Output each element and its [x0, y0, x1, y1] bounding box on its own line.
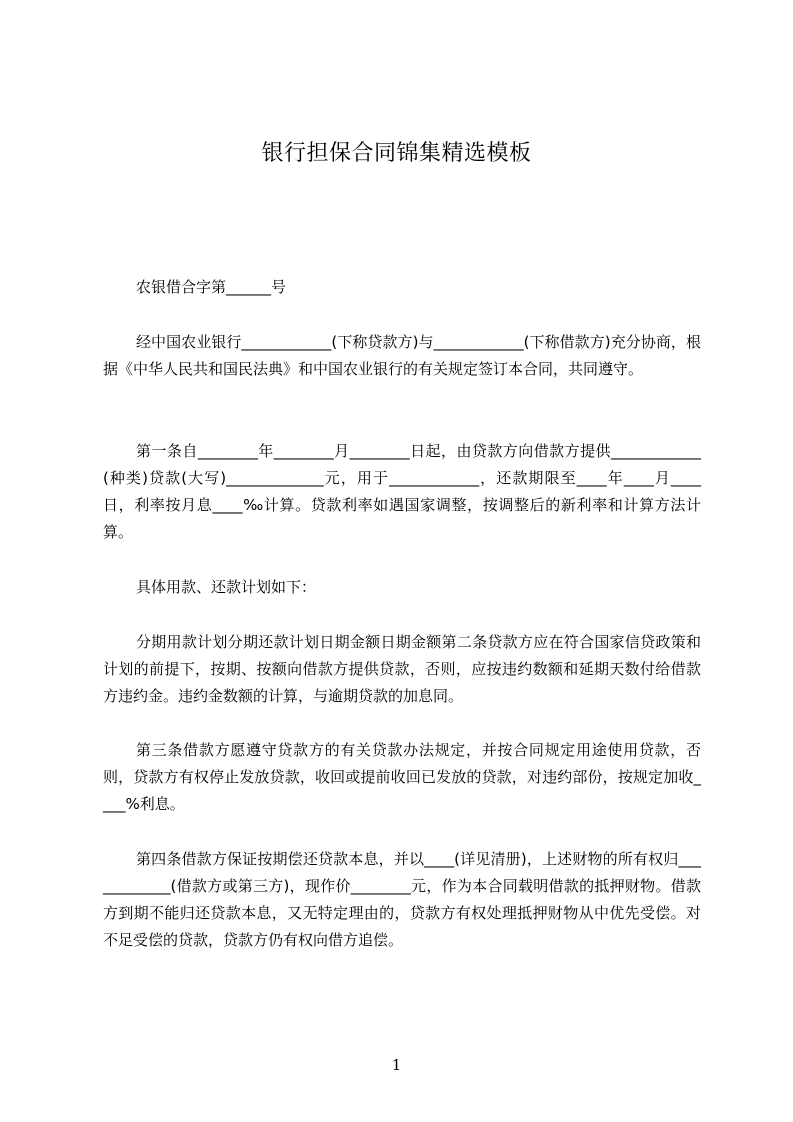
article-one-paragraph: 第一条自________年________月________日起，由贷款方向借款方提供____________(种类)贷款(大写)_____________元，用于____________，还款期限至____年____月____日，利率按月息____‰计算。贷款利率如遇国家调整，按调整后的新利率和计算方法计算。 [103, 442, 701, 541]
plan-intro-paragraph: 具体用款、还款计划如下： [136, 578, 317, 596]
article-two-paragraph: 分期用款计划分期还款计划日期金额日期金额第二条贷款方应在符合国家信贷政策和计划的前提下，按期、按额向借款方提供贷款，否则，应按违约数额和延期天数付给借款方违约金。违约金数额的计算，与逾期贷款的加息同。 [103, 633, 701, 705]
contract-number-line: 农银借合字第______号 [136, 278, 287, 296]
article-four-paragraph: 第四条借款方保证按期偿还贷款本息，并以____(详见清册)，上述财物的所有权归____________(借款方或第三方)，现作价________元，作为本合同载明借款的抵押财物。借款方到期不能归还贷款本息，又无特定理由的，贷款方有权处理抵押财物从中优先受偿。对不足受偿的贷款，贷款方仍有权向借方追偿。 [103, 850, 701, 949]
document-title: 银行担保合同锦集精选模板 [261, 141, 532, 166]
article-three-paragraph: 第三条借款方愿遵守贷款方的有关贷款办法规定，并按合同规定用途使用贷款，否则，贷款方有权停止发放贷款，收回或提前收回已发放的贷款，对违约部份，按规定加收____%利息。 [103, 741, 701, 813]
parties-paragraph: 经中国农业银行____________(下称贷款方)与____________(下称借款方)充分协商，根据《中华人民共和国民法典》和中国农业银行的有关规定签订本合同，共同遵守。 [103, 333, 701, 378]
page-number: 1 [391, 1056, 402, 1074]
